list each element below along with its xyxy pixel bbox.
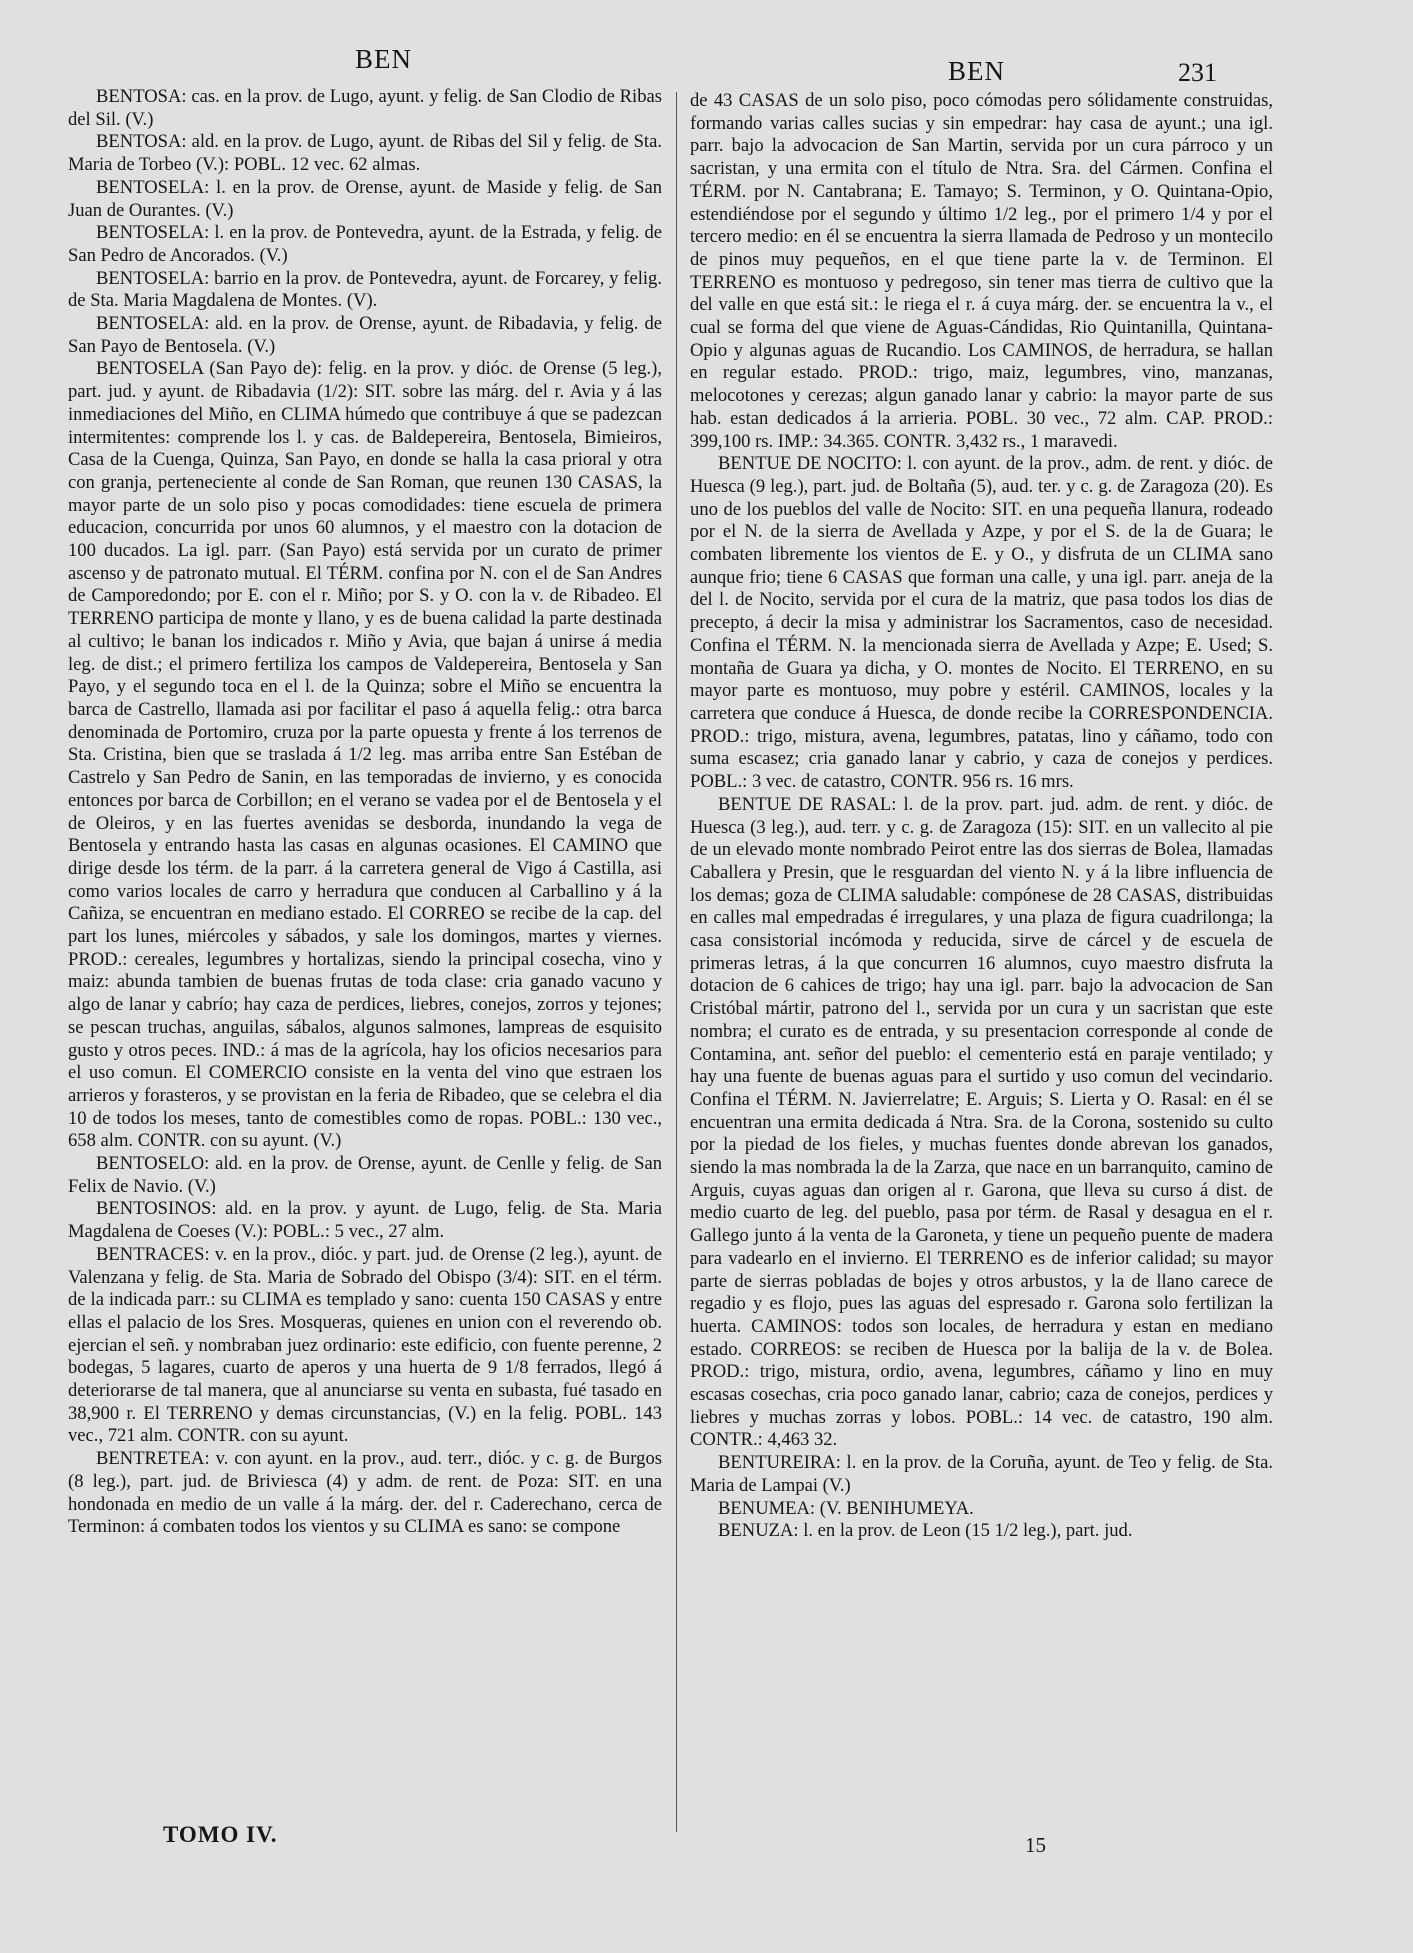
- signature-mark: 15: [1025, 1833, 1046, 1857]
- entry-paragraph: BENTOSELO: ald. en la prov. de Orense, ayunt. de Cenlle y felig. de San Felix de Navio. (V.): [68, 1153, 662, 1197]
- entry-paragraph: BENTUE DE RASAL: l. de la prov. part. jud. adm. de rent. y dióc. de Huesca (3 leg.), aud. terr. y c. g. de Zaragoza (15): SIT. en un vallecito al pie de un elevado monte nombrado Peirot entre las dos sierras de Bolea, llamadas Caballera y Presin, que le resguardan del viento N. y á la libre influencia de los demas; goza de CLIMA saludable: compónese de 28 CASAS, distribuidas en calles mal empedradas é irregulares, y una plaza de figura cuadrilonga; la casa consistorial incómoda y reducida, sirve de cárcel y de escuela de primeras letras, á la que concurren 16 alumnos, cuyo maestro disfruta la dotacion de 6 cahices de trigo; hay una igl. parr. bajo la advocacion de San Cristóbal mártir, patrono del l., servida por un cura y un sacristan que este nombra; el curato es de entrada, y su presentacion corresponde al conde de Contamina, ant. señor del pueblo: el cementerio está en paraje ventilado; y hay una fuente de buenas aguas para el surtido y uso comun del vecindario. Confina el TÉRM. N. Javierrelatre; E. Arguis; S. Lierta y O. Rasal: en él se encuentran una ermita dedicada á Ntra. Sra. de la Corona, sostenido su culto por la piedad de los fieles, y muchas fuentes donde abrevan los ganados, siendo la mas nombrada la de la Zarza, que nace en un barranquito, camino de Arguis, cuyas aguas dan origen al r. Garona, que lleva su curso á dist. de medio cuarto de leg. del pueblo, pasa por térm. de Rasal y desagua en el r. Gallego junto á la venta de la Garoneta, y tiene un pequeño puente de madera para vadearlo en el invierno. El TERRENO es de inferior calidad; su mayor parte de sierras pobladas de bojes y otros arbustos, y la de llano carece de regadio y es flojo, pues las aguas del espresado r. Garona solo fertilizan la huerta. CAMINOS: todos son locales, de herradura y estan en mediano estado. CORREOS: se reciben de Huesca por la balija de la v. de Bolea. PROD.: trigo, mistura, ordio, avena, legumbres, cáñamo y lino en muy escasas cosechas, cria poco ganado lanar, cabrio; caza de conejos, perdices y liebres y muchas zorras y lobos. POBL.: 14 vec. de catastro, 190 alm. CONTR.: 4,463 32.: [690, 793, 1273, 1451]
- header-right-word: BEN: [948, 56, 1005, 86]
- entry-paragraph: BENTOSELA (San Payo de): felig. en la prov. y dióc. de Orense (5 leg.), part. jud. y ayunt. de Ribadavia (1/2): SIT. sobre las márg. del r. Avia y á las inmediaciones del Miño, en CLIMA húmedo que contribuye á que se padezcan intermitentes: comprende los l. y cas. de Baldepereira, Bentosela, Bimieiros, Casa de la Cuenga, Quinza, San Payo, en donde se halla la casa prioral y otra con granja, perteneciente al conde de San Roman, que reunen 130 CASAS, la mayor parte de un solo piso y pocas comodidades: tiene escuela de primera educacion, concurrida por unos 60 alumnos, y el maestro con la dotacion de 100 ducados. La igl. parr. (San Payo) está servida por un curato de primer ascenso y de patronato mutual. El TÉRM. confina por N. con el de San Andres de Camporedondo; por E. con el r. Miño; por S. y O. con la v. de Ribadeo. El TERRENO participa de monte y llano, y es de buena calidad la parte destinada al cultivo; le banan los indicados r. Miño y Avia, que bajan á unirse á media leg. de dist.; el primero fertiliza los campos de Valdepereira, Bentosela y San Payo, y el segundo toca en el l. de la Quinza; sobre el Miño se encuentra la barca de Castrello, llamada asi por facilitar el paso á aquella felig.: otra barca denominada de Portomiro, cruza por la parte opuesta y frente á los terrenos de Sta. Cristina, bien que se traslada á 1/2 leg. mas arriba entre San Estéban de Castrelo y San Pedro de Sanin, en las temporadas de invierno, y es conocida entonces por barca de Corbillon; en el verano se vadea por el de Bentosela y el de Oleiros, y en las fuertes avenidas se desborda, inundando la vega de Bentosela y entrando hasta las casas en algunas ocasiones. El CAMINO que dirige desde los térm. de la parr. á la carretera general de Vigo á Castilla, asi como varios locales de carro y herradura que conducen al Carballino y á la Cañiza, se encuentran en mediano estado. El CORREO se recibe de la cap. del part los lunes, miércoles y sábados, y sale los domingos, martes y viernes. PROD.: cereales, legumbres y hortalizas, siendo la principal cosecha, vino y maiz: abunda tambien de buenas frutas de toda clase: cria ganado vacuno y algo de lanar y cabrío; hay caza de perdices, liebres, conejos, zorros y tejones; se pescan truchas, anguilas, sábalos, algunos salmones, lampreas de esquisito gusto y otros peces. IND.: á mas de la agrícola, hay los oficios necesarios para el uso comun. El COMERCIO consiste en la venta del vino que estraen los arrieros y forasteros, y se provistan en la feria de Ribadeo, que se celebra el dia 10 de todos los meses, tanto de comestibles como de ropas. POBL.: 130 vec., 658 alm. CONTR. con su ayunt. (V.): [68, 358, 662, 1152]
- entry-paragraph: BENTOSELA: l. en la prov. de Pontevedra, ayunt. de la Estrada, y felig. de San Pedro de Ancorados. (V.): [68, 222, 662, 266]
- entry-paragraph: BENTOSA: ald. en la prov. de Lugo, ayunt. de Ribas del Sil y felig. de Sta. Maria de Torbeo (V.): POBL. 12 vec. 62 almas.: [68, 131, 662, 176]
- entry-paragraph: BENTOSINOS: ald. en la prov. y ayunt. de Lugo, felig. de Sta. Maria Magdalena de Coeses (V.): POBL.: 5 vec., 27 alm.: [68, 1198, 662, 1243]
- entry-paragraph: BENTOSELA: l. en la prov. de Orense, ayunt. de Maside y felig. de San Juan de Ourantes. (V.): [68, 176, 662, 221]
- entry-paragraph: BENTOSA: cas. en la prov. de Lugo, ayunt. y felig. de San Clodio de Ribas del Sil. (V.): [68, 86, 662, 130]
- page-number: 231: [1178, 58, 1217, 87]
- left-column: [68, 86, 662, 1539]
- entry-paragraph: BENTOSELA: barrio en la prov. de Pontevedra, ayunt. de Forcarey, y felig. de Sta. Maria Magdalena de Montes. (V).: [68, 267, 662, 312]
- entry-paragraph: BENTUE DE NOCITO: l. con ayunt. de la prov., adm. de rent. y dióc. de Huesca (9 leg.), part. jud. de Boltaña (5), aud. ter. y c. g. de Zaragoza (20). Es uno de los pueblos del valle de Nocito: SIT. en una pequeña llanura, rodeado por el N. de la sierra de Avellada y Azpe, y por el S. de la de Guara; le combaten libremente los vientos de E. y O., y disfruta de un CLIMA sano aunque frio; tiene 6 CASAS que forman una calle, y una igl. parr. aneja de la del l. de Nocito, servida por el cura de la matriz, que pasa todos los dias de precepto, á decir la misa y administrar los Sacramentos, caso de necesidad. Confina el TÉRM. N. la mencionada sierra de Avellada y Azpe; E. Used; S. montaña de Guara ya dicha, y O. montes de Nocito. El TERRENO, en su mayor parte es montuoso, muy pobre y estéril. CAMINOS, locales y la carretera que conduce á Huesca, de donde recibe la CORRESPONDENCIA. PROD.: trigo, mistura, avena, legumbres, patatas, lino y cáñamo, todo con suma escasez; cria ganado lanar y cabrio, y caza de conejos y perdices. POBL.: 3 vec. de catastro, CONTR. 956 rs. 16 mrs.: [690, 453, 1273, 793]
- volume-label: TOMO IV.: [163, 1822, 278, 1847]
- running-header: [0, 44, 1413, 87]
- header-left-word: BEN: [355, 44, 412, 74]
- entry-continuation: de 43 CASAS de un solo piso, poco cómodas pero sólidamente construidas, formando varias calles sucias y sin empedrar: hay casa de ayunt.; una igl. parr. bajo la advocacion de San Martin, servida por un cura párroco y un sacristan, y una ermita con el título de Ntra. Sra. del Cármen. Confina el TÉRM. por N. Cantabrana; E. Tamayo; S. Terminon, y O. Quintana-Opio, estendiéndose por el segundo y último 1/2 leg., por el primero 1/4 y por el tercero medio: en él se encuentra la sierra llamada de Pedroso y un montecilo de pinos muy pequeños, en el que tiene parte la v. de Terminon. El TERRENO es montuoso y pedregoso, sin tener mas tierra de cultivo que la del valle en que está sit.: le riega el r. á cuya márg. der. se encuentra la v., el cual se forma del que viene de Aguas-Cándidas, Rio Quintanilla, Quintana-Opio y algunas aguas de Rucandio. Los CAMINOS, de herradura, se hallan en regular estado. PROD.: trigo, maiz, legumbres, vino, manzanas, melocotones y cerezas; algun ganado lanar y cabrio: la mayor parte de sus hab. estan dedicados á la arrieria. POBL. 30 vec., 72 alm. CAP. PROD.: 399,100 rs. IMP.: 34.365. CONTR. 3,432 rs., 1 maravedi.: [690, 90, 1273, 452]
- column-divider: [676, 92, 677, 1832]
- entry-paragraph: BENUMEA: (V. BENIHUMEYA.: [718, 1497, 974, 1519]
- entry-paragraph: BENTOSELA: ald. en la prov. de Orense, ayunt. de Ribadavia, y felig. de San Payo de Bentosela. (V.): [68, 313, 662, 357]
- right-column: [690, 90, 1273, 1543]
- entry-paragraph: BENTRACES: v. en la prov., dióc. y part. jud. de Orense (2 leg.), ayunt. de Valenzana y felig. de Sta. Maria de Sobrado del Obispo (3/4): SIT. en el térm. de la indicada parr.: su CLIMA es templado y sano: cuenta 150 CASAS y entre ellas el palacio de los Sres. Mosqueras, quienes en union con el reverendo ob. ejercian el señ. y nombraban juez ordinario: este edificio, con fuente perenne, 2 bodegas, 5 lagares, cuarto de aperos y una huerta de 9 1/8 ferrados, llegó á deteriorarse de tal manera, que al anunciarse su venta en subasta, fué tasado en 38,900 r. El TERRENO y demas circunstancias, (V.) en la felig. POBL. 143 vec., 721 alm. CONTR. con su ayunt.: [68, 1243, 662, 1447]
- entry-paragraph: BENTUREIRA: l. en la prov. de la Coruña, ayunt. de Teo y felig. de Sta. Maria de Lampai (V.): [690, 1452, 1273, 1496]
- entry-paragraph: BENTRETEA: v. con ayunt. en la prov., aud. terr., dióc. y c. g. de Burgos (8 leg.), part. jud. de Briviesca (4) y adm. de rent. de Poza: SIT. en una hondonada en medio de un valle á la márg. der. del r. Caderechano, cerca de Terminon: á combaten todos los vientos y su CLIMA es sano: se compone: [68, 1448, 662, 1538]
- entry-paragraph: BENUZA: l. en la prov. de Leon (15 1/2 leg.), part. jud.: [718, 1520, 1133, 1542]
